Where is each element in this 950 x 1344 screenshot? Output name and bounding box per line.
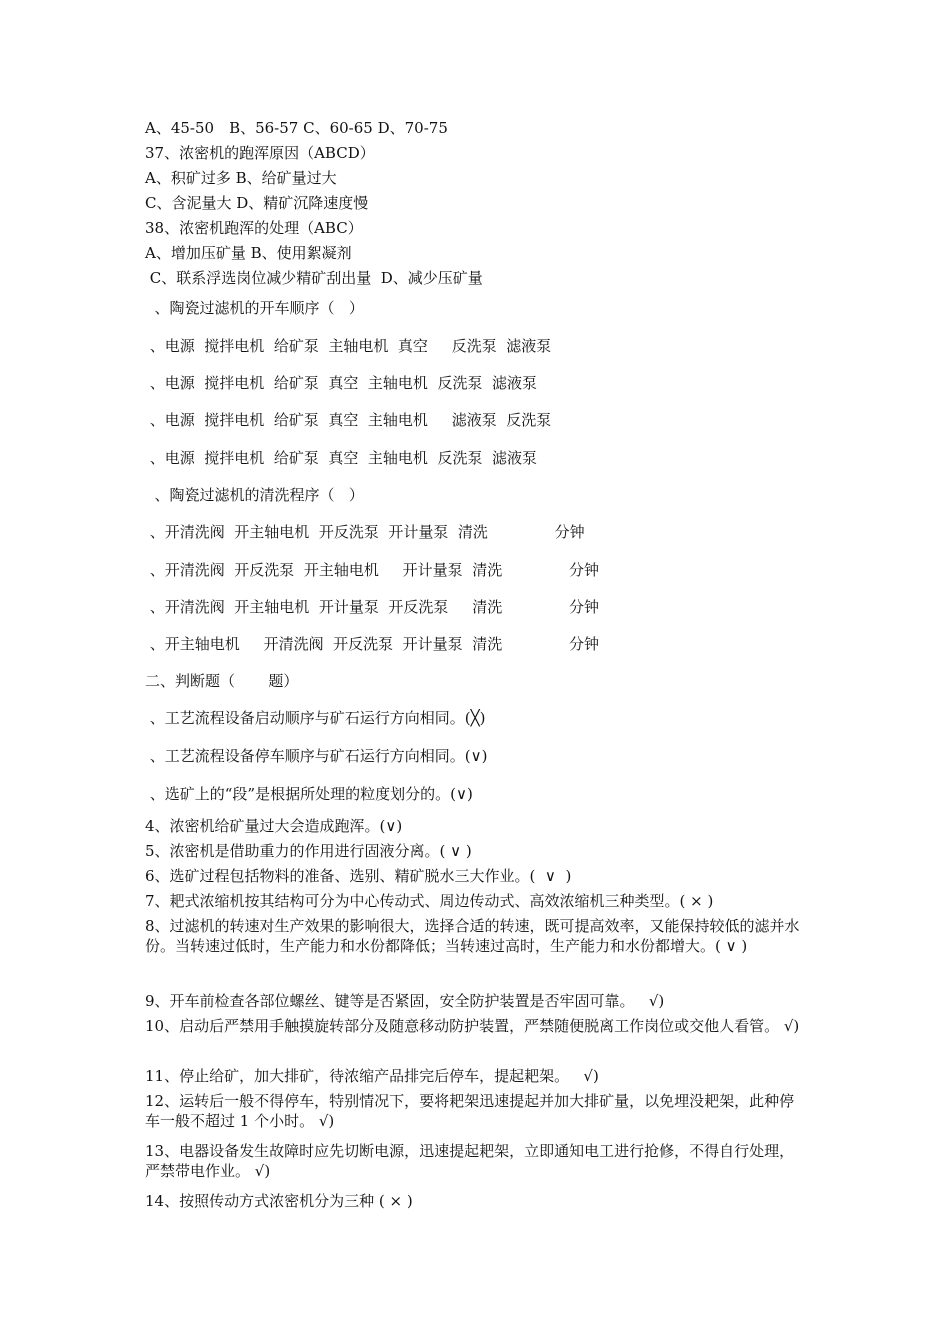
text-line: 、电源 搅拌电机 给矿泵 真空 主轴电机 反洗泵 滤液泵 [145, 374, 537, 392]
text-line: 、开清洗阀 开主轴电机 开计量泵 开反洗泵 清洗 分钟 [145, 598, 599, 616]
text-line: A、积矿过多 B、给矿量过大 [145, 169, 337, 187]
text-line: A、45-50 B、56-57 C、60-65 D、70-75 [145, 119, 448, 137]
text-line: 二、判断题（ 题） [145, 672, 299, 690]
text-line: C、联系浮选岗位减少精矿刮出量 D、减少压矿量 [145, 269, 483, 287]
text-line: 、工艺流程设备停车顺序与矿石运行方向相同。(∨) [145, 747, 488, 765]
text-line: 37、浓密机的跑浑原因（ABCD） [145, 144, 375, 162]
text-line: 7、耙式浓缩机按其结构可分为中心传动式、周边传动式、高效浓缩机三种类型。( × ) [145, 892, 714, 910]
text-line: 8、过滤机的转速对生产效果的影响很大，选择合适的转速，既可提高效率，又能保持较低的滤并水份。当转速过低时，生产能力和水份都降低；当转速过高时，生产能力和水份都增大。( ∨ ) [145, 917, 800, 955]
text-line: 11、停止给矿，加大排矿，待浓缩产品排完后停车，提起耙架。 √) [145, 1067, 599, 1085]
text-line: 、工艺流程设备启动顺序与矿石运行方向相同。(╳) [145, 709, 486, 727]
text-line: 、电源 搅拌电机 给矿泵 真空 主轴电机 滤液泵 反洗泵 [145, 411, 552, 429]
text-line: 5、浓密机是借助重力的作用进行固液分离。( ∨ ) [145, 842, 472, 860]
text-line: 14、按照传动方式浓密机分为三种 ( × ) [145, 1192, 413, 1210]
text-line: 、陶瓷过滤机的开车顺序（ ） [145, 299, 364, 317]
text-line: 12、运转后一般不得停车，特别情况下，要将耙架迅速提起并加大排矿量，以免埋没耙架，此种停车一般不超过 1 个小时。 √) [145, 1092, 795, 1130]
text-line: 38、浓密机跑浑的处理（ABC） [145, 219, 363, 237]
text-line: 9、开车前检查各部位螺丝、键等是否紧固，安全防护装置是否牢固可靠。 √) [145, 992, 665, 1010]
text-line: 、陶瓷过滤机的清洗程序（ ） [145, 486, 364, 504]
text-line: 、电源 搅拌电机 给矿泵 真空 主轴电机 反洗泵 滤液泵 [145, 449, 537, 467]
text-line: 、开清洗阀 开反洗泵 开主轴电机 开计量泵 清洗 分钟 [145, 561, 599, 579]
text-line: A、增加压矿量 B、使用絮凝剂 [145, 244, 352, 262]
text-line: C、含泥量大 D、精矿沉降速度慢 [145, 194, 369, 212]
text-line: 、电源 搅拌电机 给矿泵 主轴电机 真空 反洗泵 滤液泵 [145, 337, 552, 355]
text-line: 13、电器设备发生故障时应先切断电源，迅速提起耙架，立即通知电工进行抢修，不得自行处理，严禁带电作业。 √) [145, 1142, 795, 1180]
text-line: 10、启动后严禁用手触摸旋转部分及随意移动防护装置，严禁随便脱离工作岗位或交他人看管。 √) [145, 1017, 800, 1035]
text-line: 、开主轴电机 开清洗阀 开反洗泵 开计量泵 清洗 分钟 [145, 635, 599, 653]
text-line: 6、选矿过程包括物料的准备、选别、精矿脱水三大作业。( ∨ ) [145, 867, 572, 885]
text-line: 4、浓密机给矿量过大会造成跑浑。(∨) [145, 817, 403, 835]
text-line: 、开清洗阀 开主轴电机 开反洗泵 开计量泵 清洗 分钟 [145, 523, 585, 541]
text-line: 、选矿上的“段”是根据所处理的粒度划分的。(∨) [145, 785, 473, 803]
